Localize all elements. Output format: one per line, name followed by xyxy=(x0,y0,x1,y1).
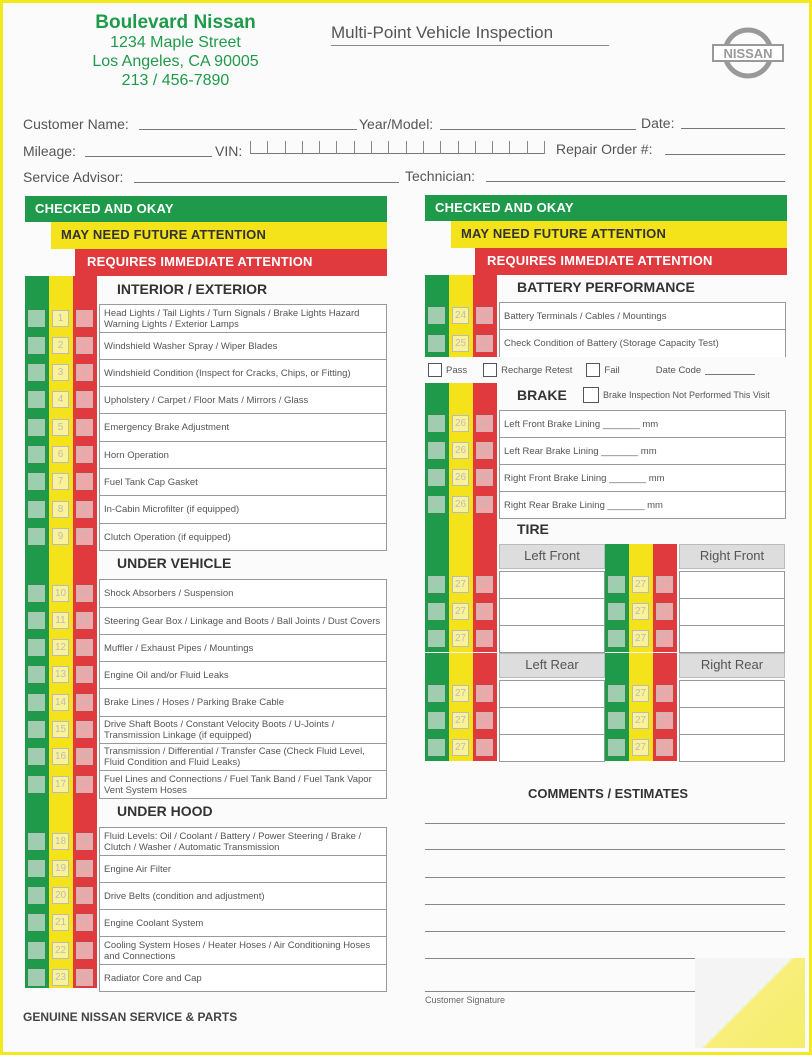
future-checkbox[interactable]: 23 xyxy=(52,969,69,986)
dealer-phone: 213 / 456-7890 xyxy=(121,72,230,89)
mileage-label: Mileage: xyxy=(23,143,76,159)
tire-measure xyxy=(499,625,605,653)
immediate-checkbox[interactable]: 27 xyxy=(656,739,673,756)
logo-text: NISSAN xyxy=(723,46,773,61)
ok-checkbox[interactable]: 9 xyxy=(28,528,45,545)
repair-order-field[interactable] xyxy=(665,154,785,155)
future-checkbox[interactable]: 7 xyxy=(52,473,69,490)
inspection-item: Cooling System Hoses / Heater Hoses / Air Conditioning Hoses and Connections xyxy=(99,936,387,965)
comment-line[interactable] xyxy=(425,931,785,932)
inspection-item: Engine Oil and/or Fluid Leaks xyxy=(99,661,387,689)
ok-checkbox[interactable]: 2 xyxy=(28,337,45,354)
battery-option[interactable] xyxy=(483,363,572,377)
immediate-checkbox[interactable]: 5 xyxy=(76,419,93,436)
inspection-item: Upholstery / Carpet / Floor Mats / Mirrors / Glass xyxy=(99,386,387,414)
battery-title: BATTERY PERFORMANCE xyxy=(517,279,695,295)
future-checkbox[interactable]: 26 xyxy=(452,469,469,486)
immediate-checkbox[interactable]: 27 xyxy=(476,685,493,702)
inspection-item: Transmission / Differential / Transfer Case (Check Fluid Level, Fluid Condition and Fluid Leaks) xyxy=(99,743,387,771)
comment-line[interactable] xyxy=(425,823,785,824)
future-checkbox[interactable]: 16 xyxy=(52,748,69,765)
future-checkbox[interactable]: 24 xyxy=(452,307,469,324)
ok-checkbox[interactable]: 18 xyxy=(28,833,45,850)
left-legend-yellow: MAY NEED FUTURE ATTENTION xyxy=(51,222,387,249)
future-checkbox[interactable]: 20 xyxy=(52,887,69,904)
tire-measure xyxy=(499,707,605,735)
repair-order-label: Repair Order #: xyxy=(556,141,653,157)
inspection-item: Fuel Lines and Connections / Fuel Tank Band / Fuel Tank Vapor Vent System Hoses xyxy=(99,770,387,799)
tire-measure xyxy=(679,680,785,708)
tire-title: TIRE xyxy=(517,521,549,537)
immediate-checkbox[interactable]: 27 xyxy=(656,603,673,620)
tire-measure xyxy=(499,571,605,599)
inspection-item: Windshield Condition (Inspect for Cracks, Chips, or Fitting) xyxy=(99,359,387,387)
battery-option[interactable] xyxy=(586,363,619,377)
future-checkbox[interactable]: 27 xyxy=(632,630,649,647)
immediate-checkbox[interactable]: 11 xyxy=(76,612,93,629)
dealer-city: Los Angeles, CA 90005 xyxy=(92,53,259,70)
comment-line[interactable] xyxy=(425,904,785,905)
ok-checkbox[interactable]: 22 xyxy=(28,942,45,959)
immediate-checkbox[interactable]: 25 xyxy=(476,335,493,352)
immediate-checkbox[interactable]: 1 xyxy=(76,310,93,327)
service-advisor-field[interactable] xyxy=(134,182,399,183)
immediate-checkbox[interactable]: 27 xyxy=(476,739,493,756)
inspection-item: Emergency Brake Adjustment xyxy=(99,413,387,442)
immediate-checkbox[interactable]: 17 xyxy=(76,776,93,793)
future-checkbox[interactable]: 2 xyxy=(52,337,69,354)
ok-checkbox[interactable]: 11 xyxy=(28,612,45,629)
customer-name-label: Customer Name: xyxy=(23,116,129,132)
future-checkbox[interactable]: 27 xyxy=(452,603,469,620)
ok-checkbox[interactable]: 27 xyxy=(428,576,445,593)
checkbox-icon[interactable] xyxy=(483,363,497,377)
signature-line[interactable] xyxy=(425,991,695,992)
future-checkbox[interactable]: 26 xyxy=(452,415,469,432)
ok-checkbox[interactable]: 27 xyxy=(608,739,625,756)
immediate-checkbox[interactable]: 23 xyxy=(76,969,93,986)
ok-checkbox[interactable]: 27 xyxy=(608,630,625,647)
inspection-item: Brake Lines / Hoses / Parking Brake Cable xyxy=(99,688,387,717)
tire-measure xyxy=(679,625,785,653)
ok-checkbox[interactable]: 23 xyxy=(28,969,45,986)
page-curl xyxy=(695,958,805,1048)
future-checkbox[interactable]: 27 xyxy=(452,576,469,593)
future-checkbox[interactable]: 13 xyxy=(52,666,69,683)
green-strip xyxy=(25,276,49,988)
service-advisor-label: Service Advisor: xyxy=(23,169,124,185)
checkbox-icon[interactable] xyxy=(428,363,442,377)
immediate-checkbox[interactable]: 12 xyxy=(76,639,93,656)
ok-checkbox[interactable]: 27 xyxy=(428,712,445,729)
ok-checkbox[interactable]: 26 xyxy=(428,415,445,432)
future-checkbox[interactable]: 27 xyxy=(452,739,469,756)
right-legend-green: CHECKED AND OKAY xyxy=(425,195,787,221)
immediate-checkbox[interactable]: 26 xyxy=(476,496,493,513)
inspection-item: Muffler / Exhaust Pipes / Mountings xyxy=(99,634,387,662)
checkbox-icon[interactable] xyxy=(586,363,600,377)
future-checkbox[interactable]: 25 xyxy=(452,335,469,352)
ok-checkbox[interactable]: 27 xyxy=(428,603,445,620)
ok-checkbox[interactable]: 16 xyxy=(28,748,45,765)
immediate-checkbox[interactable]: 16 xyxy=(76,748,93,765)
immediate-checkbox[interactable]: 9 xyxy=(76,528,93,545)
ok-checkbox[interactable]: 26 xyxy=(428,469,445,486)
customer-name-field[interactable] xyxy=(139,129,357,130)
ok-checkbox[interactable]: 25 xyxy=(428,335,445,352)
immediate-checkbox[interactable]: 27 xyxy=(656,630,673,647)
inspection-item: In-Cabin Microfilter (if equipped) xyxy=(99,495,387,524)
inspection-item: Engine Coolant System xyxy=(99,909,387,937)
immediate-checkbox[interactable]: 21 xyxy=(76,914,93,931)
ok-checkbox[interactable]: 5 xyxy=(28,419,45,436)
date-code-label: Date Code xyxy=(655,364,702,376)
brake-not-performed-checkbox[interactable] xyxy=(583,387,599,403)
yellow-strip xyxy=(49,276,73,988)
ok-checkbox[interactable]: 3 xyxy=(28,364,45,381)
inspection-item: Fluid Levels: Oil / Coolant / Battery / Power Steering / Brake / Clutch / Washer / Automatic Transmission xyxy=(99,827,387,856)
immediate-checkbox[interactable]: 24 xyxy=(476,307,493,324)
signature-label: Customer Signature xyxy=(425,995,506,1005)
ok-checkbox[interactable]: 27 xyxy=(608,576,625,593)
immediate-checkbox[interactable]: 10 xyxy=(76,585,93,602)
future-checkbox[interactable]: 27 xyxy=(632,712,649,729)
ok-checkbox[interactable]: 26 xyxy=(428,442,445,459)
immediate-checkbox[interactable]: 6 xyxy=(76,446,93,463)
ok-checkbox[interactable]: 27 xyxy=(428,685,445,702)
inspection-item: Shock Absorbers / Suspension xyxy=(99,579,387,608)
ok-checkbox[interactable]: 26 xyxy=(428,496,445,513)
immediate-checkbox[interactable]: 27 xyxy=(476,603,493,620)
left-legend-red: REQUIRES IMMEDIATE ATTENTION xyxy=(75,249,387,276)
brake-title: BRAKE xyxy=(517,387,567,403)
tire-left-front: Left Front xyxy=(499,544,605,569)
under-vehicle-title: UNDER VEHICLE xyxy=(117,555,232,571)
future-checkbox[interactable]: 27 xyxy=(452,685,469,702)
ok-checkbox[interactable]: 27 xyxy=(608,712,625,729)
battery-test-options xyxy=(425,357,786,383)
tire-measure xyxy=(499,734,605,762)
battery-option[interactable] xyxy=(428,363,467,377)
right-legend-red: REQUIRES IMMEDIATE ATTENTION xyxy=(475,248,787,275)
dealer-street: 1234 Maple Street xyxy=(110,34,241,51)
interior-exterior-title: INTERIOR / EXTERIOR xyxy=(117,281,268,297)
immediate-checkbox[interactable]: 27 xyxy=(476,712,493,729)
inspection-item: Battery Terminals / Cables / Mountings xyxy=(499,302,786,330)
future-checkbox[interactable]: 19 xyxy=(52,860,69,877)
ok-checkbox[interactable]: 27 xyxy=(428,630,445,647)
left-inspection-column xyxy=(25,196,387,996)
tire-measure xyxy=(499,680,605,708)
future-checkbox[interactable]: 6 xyxy=(52,446,69,463)
immediate-checkbox[interactable]: 3 xyxy=(76,364,93,381)
comment-line[interactable] xyxy=(425,958,695,959)
left-legend-green: CHECKED AND OKAY xyxy=(25,196,387,222)
date-field[interactable] xyxy=(681,128,785,129)
immediate-checkbox[interactable]: 27 xyxy=(476,630,493,647)
ok-checkbox[interactable]: 8 xyxy=(28,501,45,518)
tire-measure xyxy=(679,598,785,626)
ok-checkbox[interactable]: 20 xyxy=(28,887,45,904)
inspection-item: Fuel Tank Cap Gasket xyxy=(99,468,387,496)
ok-checkbox[interactable]: 14 xyxy=(28,694,45,711)
tire-measure xyxy=(679,571,785,599)
inspection-item: Right Front Brake Lining _______ mm xyxy=(499,464,786,492)
immediate-checkbox[interactable]: 2 xyxy=(76,337,93,354)
ok-checkbox[interactable]: 24 xyxy=(428,307,445,324)
immediate-checkbox[interactable]: 27 xyxy=(476,576,493,593)
brake-not-performed-label: Brake Inspection Not Performed This Visit xyxy=(603,390,770,400)
tire-left-rear: Left Rear xyxy=(499,653,605,678)
inspection-item: Drive Belts (condition and adjustment) xyxy=(99,882,387,910)
date-code-field[interactable] xyxy=(705,365,755,375)
technician-label: Technician: xyxy=(405,168,476,184)
future-checkbox[interactable]: 14 xyxy=(52,694,69,711)
inspection-item: Check Condition of Battery (Storage Capacity Test) xyxy=(499,329,786,358)
vin-label: VIN: xyxy=(215,143,243,159)
future-checkbox[interactable]: 11 xyxy=(52,612,69,629)
ok-checkbox[interactable]: 7 xyxy=(28,473,45,490)
immediate-checkbox[interactable]: 26 xyxy=(476,415,493,432)
footer-text: GENUINE NISSAN SERVICE & PARTS xyxy=(23,1010,238,1024)
brake-not-performed[interactable] xyxy=(583,387,770,403)
future-checkbox[interactable]: 27 xyxy=(452,712,469,729)
option-label: Fail xyxy=(604,364,620,376)
inspection-item: Engine Air Filter xyxy=(99,855,387,883)
future-checkbox[interactable]: 12 xyxy=(52,639,69,656)
future-checkbox[interactable]: 18 xyxy=(52,833,69,850)
inspection-item: Left Rear Brake Lining _______ mm xyxy=(499,437,786,465)
future-checkbox[interactable]: 10 xyxy=(52,585,69,602)
ok-checkbox[interactable]: 1 xyxy=(28,310,45,327)
ok-checkbox[interactable]: 6 xyxy=(28,446,45,463)
ok-checkbox[interactable]: 12 xyxy=(28,639,45,656)
immediate-checkbox[interactable]: 27 xyxy=(656,712,673,729)
nissan-logo xyxy=(711,25,785,81)
right-inspection-column xyxy=(425,195,786,775)
inspection-item: Steering Gear Box / Linkage and Boots / Ball Joints / Dust Covers xyxy=(99,607,387,635)
immediate-checkbox[interactable]: 19 xyxy=(76,860,93,877)
immediate-checkbox[interactable]: 4 xyxy=(76,391,93,408)
ok-checkbox[interactable]: 27 xyxy=(608,685,625,702)
inspection-item: Left Front Brake Lining _______ mm xyxy=(499,410,786,438)
red-strip xyxy=(73,276,97,988)
future-checkbox[interactable]: 21 xyxy=(52,914,69,931)
inspection-item: Clutch Operation (if equipped) xyxy=(99,523,387,551)
ok-checkbox[interactable]: 27 xyxy=(608,603,625,620)
future-checkbox[interactable]: 8 xyxy=(52,501,69,518)
future-checkbox[interactable]: 27 xyxy=(632,576,649,593)
date-label: Date: xyxy=(641,115,675,131)
inspection-item: Radiator Core and Cap xyxy=(99,964,387,992)
immediate-checkbox[interactable]: 8 xyxy=(76,501,93,518)
vin-field[interactable] xyxy=(250,139,545,154)
immediate-checkbox[interactable]: 18 xyxy=(76,833,93,850)
ok-checkbox[interactable]: 15 xyxy=(28,721,45,738)
immediate-checkbox[interactable]: 13 xyxy=(76,666,93,683)
future-checkbox[interactable]: 27 xyxy=(632,739,649,756)
immediate-checkbox[interactable]: 20 xyxy=(76,887,93,904)
ok-checkbox[interactable]: 4 xyxy=(28,391,45,408)
option-label: Recharge Retest xyxy=(501,364,573,376)
future-checkbox[interactable]: 26 xyxy=(452,442,469,459)
inspection-item: Drive Shaft Boots / Constant Velocity Boots / U-Joints / Transmission Linkage (if equipped) xyxy=(99,716,387,744)
year-model-label: Year/Model: xyxy=(359,116,434,132)
tire-right-front: Right Front xyxy=(679,544,785,569)
future-checkbox[interactable]: 26 xyxy=(452,496,469,513)
ok-checkbox[interactable]: 19 xyxy=(28,860,45,877)
future-checkbox[interactable]: 17 xyxy=(52,776,69,793)
ok-checkbox[interactable]: 10 xyxy=(28,585,45,602)
immediate-checkbox[interactable]: 7 xyxy=(76,473,93,490)
mileage-field[interactable] xyxy=(85,156,212,157)
ok-checkbox[interactable]: 27 xyxy=(428,739,445,756)
year-model-field[interactable] xyxy=(440,129,636,130)
immediate-checkbox[interactable]: 14 xyxy=(76,694,93,711)
comments-title: COMMENTS / ESTIMATES xyxy=(528,786,689,801)
ok-checkbox[interactable]: 21 xyxy=(28,914,45,931)
comment-line[interactable] xyxy=(425,877,785,878)
future-checkbox[interactable]: 5 xyxy=(52,419,69,436)
inspection-item: Windshield Washer Spray / Wiper Blades xyxy=(99,332,387,360)
under-hood-title: UNDER HOOD xyxy=(117,803,213,819)
future-checkbox[interactable]: 4 xyxy=(52,391,69,408)
future-checkbox[interactable]: 27 xyxy=(452,630,469,647)
future-checkbox[interactable]: 9 xyxy=(52,528,69,545)
ok-checkbox[interactable]: 13 xyxy=(28,666,45,683)
dealer-name: Boulevard Nissan xyxy=(95,12,256,33)
future-checkbox[interactable]: 1 xyxy=(52,310,69,327)
tire-measure xyxy=(679,707,785,735)
future-checkbox[interactable]: 27 xyxy=(632,685,649,702)
immediate-checkbox[interactable]: 27 xyxy=(656,685,673,702)
comment-line[interactable] xyxy=(425,849,785,850)
immediate-checkbox[interactable]: 22 xyxy=(76,942,93,959)
tire-measure xyxy=(499,598,605,626)
future-checkbox[interactable]: 3 xyxy=(52,364,69,381)
ok-checkbox[interactable]: 17 xyxy=(28,776,45,793)
future-checkbox[interactable]: 15 xyxy=(52,721,69,738)
option-label: Pass xyxy=(446,364,468,376)
future-checkbox[interactable]: 27 xyxy=(632,603,649,620)
future-checkbox[interactable]: 22 xyxy=(52,942,69,959)
form-title: Multi-Point Vehicle Inspection xyxy=(331,23,609,46)
inspection-item: Right Rear Brake Lining _______ mm xyxy=(499,491,786,519)
immediate-checkbox[interactable]: 27 xyxy=(656,576,673,593)
tire-measure xyxy=(679,734,785,762)
technician-field[interactable] xyxy=(486,181,785,182)
inspection-item: Horn Operation xyxy=(99,441,387,469)
immediate-checkbox[interactable]: 26 xyxy=(476,442,493,459)
inspection-item: Head Lights / Tail Lights / Turn Signals / Brake Lights Hazard Warning Lights / Exterior Lamps xyxy=(99,304,387,333)
immediate-checkbox[interactable]: 26 xyxy=(476,469,493,486)
dealer-block xyxy=(73,13,278,90)
immediate-checkbox[interactable]: 15 xyxy=(76,721,93,738)
tire-right-rear: Right Rear xyxy=(679,653,785,678)
right-legend-yellow: MAY NEED FUTURE ATTENTION xyxy=(451,221,787,248)
